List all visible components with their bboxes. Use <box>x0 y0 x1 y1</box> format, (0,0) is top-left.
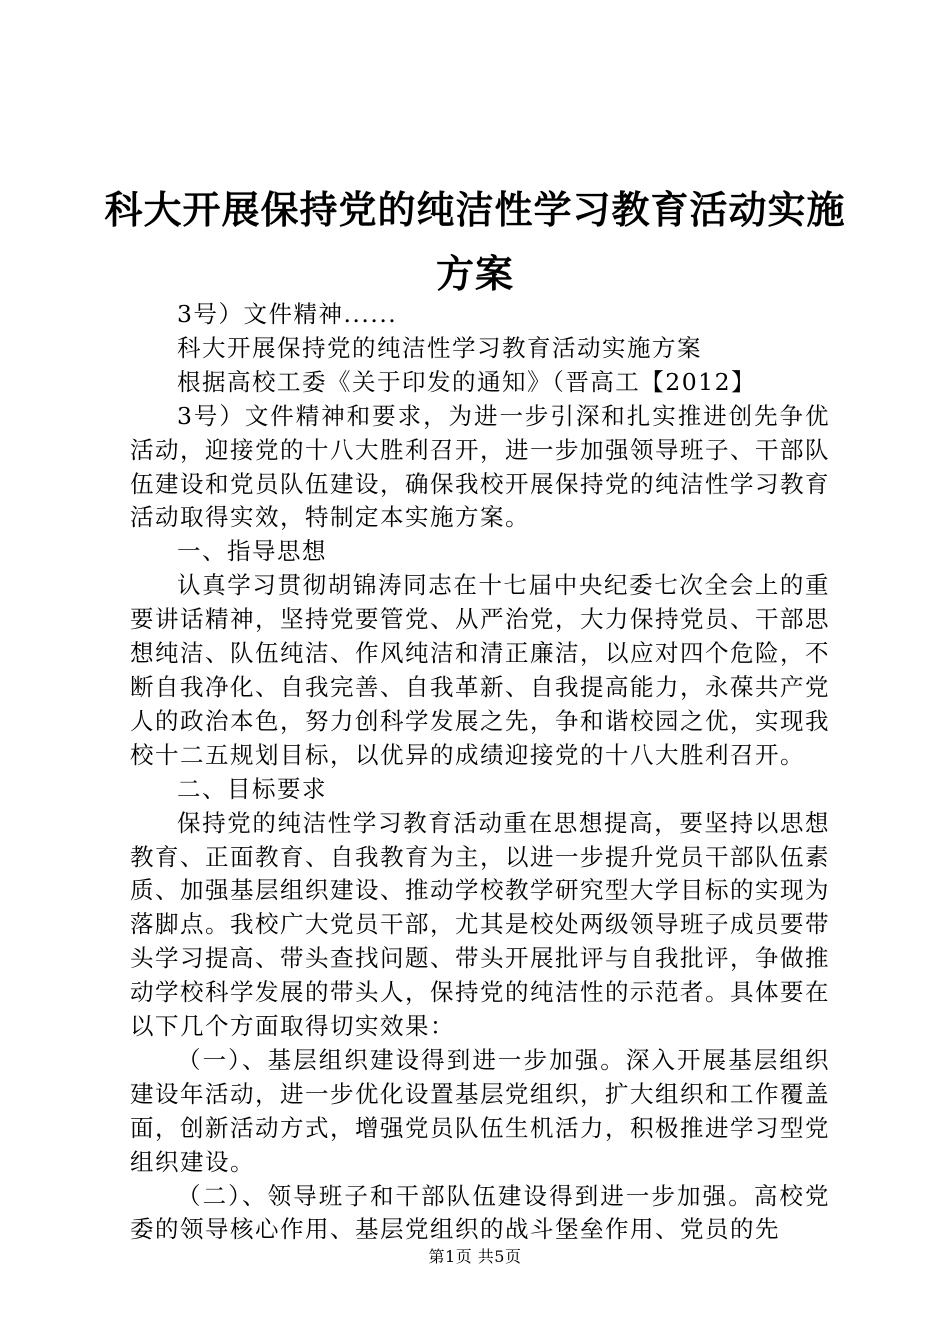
paragraph: 认真学习贯彻胡锦涛同志在十七届中央纪委七次全会上的重要讲话精神，坚持党要管党、从严治党，大力保持党员、干部思想纯洁、队伍纯洁、作风纯洁和清正廉洁，以应对四个危险，不断自我净化、自我完善、自我革新、自我提高能力，永葆共产党人的政治本色，努力创科学发展之先，争和谐校园之优，实现我校十二五规划目标，以优异的成绩迎接党的十八大胜利召开。 <box>130 571 830 769</box>
paragraph: 3号）文件精神...... <box>177 300 398 328</box>
paragraph: 科大开展保持党的纯洁性学习教育活动实施方案 <box>177 333 702 362</box>
section-heading: 一、指导思想 <box>177 537 327 566</box>
paragraph: （二）、领导班子和干部队伍建设得到进一步加强。高校党委的领导核心作用、基层党组织的战斗堡垒作用、党员的先 <box>130 1181 830 1244</box>
paragraph: 3号）文件精神和要求，为进一步引深和扎实推进创先争优活动，迎接党的十八大胜利召开，进一步加强领导班子、干部队伍建设和党员队伍建设，确保我校开展保持党的纯洁性学习教育活动取得实效，特制定本实施方案。 <box>130 401 830 532</box>
paragraph: （一）、基层组织建设得到进一步加强。深入开展基层组织建设年活动，进一步优化设置基层党组织，扩大组织和工作覆盖面，创新活动方式，增强党员队伍生机活力，积极推进学习型党组织建设。 <box>130 1045 830 1176</box>
paragraph: 保持党的纯洁性学习教育活动重在思想提高，要坚持以思想教育、正面教育、自我教育为主，以进一步提升党员干部队伍素质、加强基层组织建设、推动学校教学研究型大学目标的实现为落脚点。我校广大党员干部，尤其是校处两级领导班子成员要带头学习提高、带头查找问题、带头开展批评与自我批评，争做推动学校科学发展的带头人，保持党的纯洁性的示范者。具体要在以下几个方面取得切实效果： <box>130 808 830 1041</box>
document-body <box>130 298 830 1247</box>
paragraph: 根据高校工委《关于印发的通知》（晋高工【2012】 <box>177 367 757 396</box>
page-number-footer: 第1页 共5页 <box>428 1247 522 1266</box>
section-heading: 二、目标要求 <box>177 774 327 803</box>
document-title: 科大开展保持党的纯洁性学习教育活动实施方案 <box>104 187 846 296</box>
